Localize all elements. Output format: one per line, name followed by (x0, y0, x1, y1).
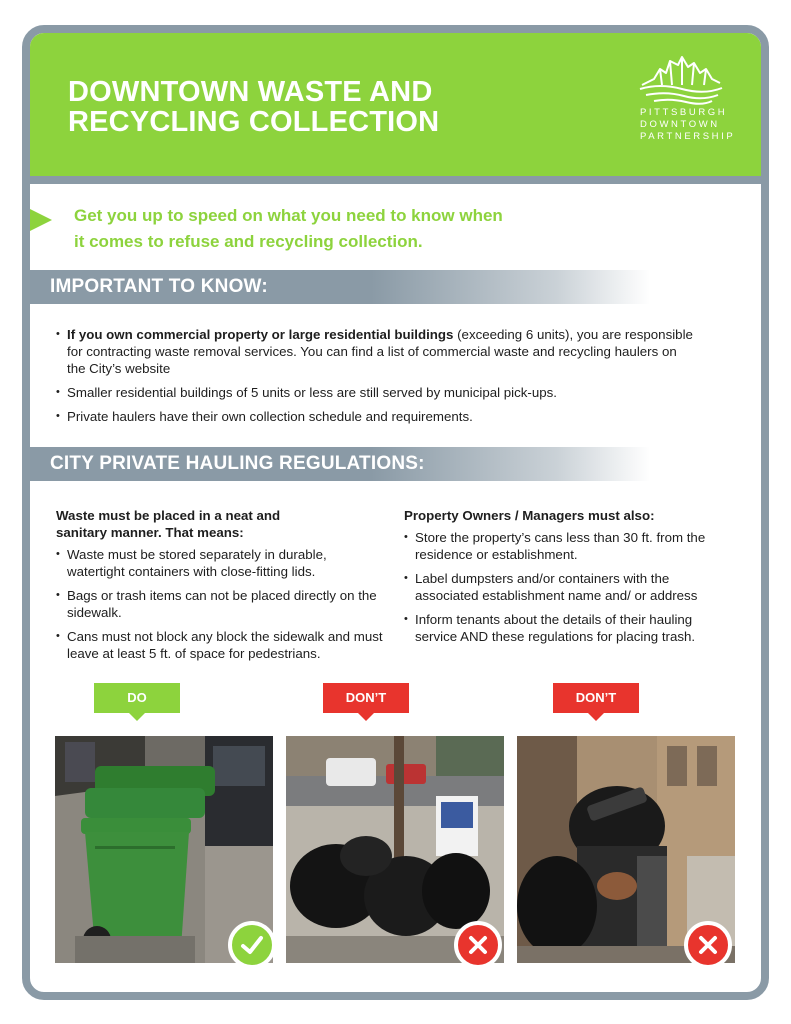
pittsburgh-downtown-partnership-logo (636, 55, 736, 143)
list-item: • Waste must be stored separately in durable, watertight containers with close-fitting lids. (56, 546, 386, 580)
owner-duties-heading: Property Owners / Managers must also: (404, 508, 655, 523)
skyline-icon (636, 55, 726, 107)
logo-line-2: DOWNTOWN (640, 119, 720, 130)
checkmark-icon (239, 932, 265, 958)
list-item: • Bags or trash items can not be placed directly on the sidewalk. (56, 587, 386, 621)
checkmark-badge (228, 921, 276, 969)
x-badge (684, 921, 732, 969)
list-item-bold: If you own commercial property or large residential buildings (67, 327, 454, 342)
regulations-heading: CITY PRIVATE HAULING REGULATIONS: (50, 453, 425, 474)
page-title: DOWNTOWN WASTE AND RECYCLING COLLECTION (68, 76, 440, 138)
x-badge (454, 921, 502, 969)
list-item: • Inform tenants about the details of their hauling service AND these regulations for placing trash. (404, 611, 724, 645)
list-item (56, 384, 696, 401)
logo-line-3: PARTNERSHIP (640, 131, 736, 142)
logo-text (636, 107, 736, 143)
list-item: • Label dumpsters and/or containers with the associated establishment name and/ or address (404, 570, 724, 604)
header-banner (30, 33, 761, 176)
list-item-text: (exceeding 6 units), you are responsible for contracting waste removal services. You can find a list of commercial waste and recycling haulers on the City’s website (67, 327, 693, 376)
header-divider (30, 176, 761, 184)
important-list (56, 326, 696, 432)
important-heading-band (30, 270, 650, 304)
list-item (56, 326, 696, 377)
list-item-text: Smaller residential buildings of 5 units or less are still served by municipal pick-ups. (67, 385, 557, 400)
dont-label: DON’T (323, 683, 409, 713)
waste-placement-list (56, 546, 386, 662)
dont-label: DON’T (553, 683, 639, 713)
do-label: DO (94, 683, 180, 713)
waste-placement-heading: Waste must be placed in a neat and sanitary manner. That means: (56, 508, 281, 540)
important-heading: IMPORTANT TO KNOW: (50, 276, 268, 297)
regulations-heading-band (30, 447, 650, 481)
list-item: • Cans must not block any block the sidewalk and must leave at least 5 ft. of space for pedestrians. (56, 628, 386, 662)
flyer-frame (22, 25, 769, 1000)
logo-line-1: PITTSBURGH (640, 107, 728, 118)
owner-duties-list (404, 529, 724, 645)
intro-arrow-icon (30, 209, 52, 231)
close-icon (696, 933, 720, 957)
intro-text: Get you up to speed on what you need to know when it comes to refuse and recycling collection. (74, 206, 503, 251)
close-icon (466, 933, 490, 957)
list-item: • Store the property’s cans less than 30 ft. from the residence or establishment. (404, 529, 724, 563)
list-item-text: Private haulers have their own collection schedule and requirements. (67, 409, 473, 424)
list-item (56, 408, 696, 425)
owner-duties-column (404, 507, 724, 652)
waste-placement-column (56, 507, 386, 669)
